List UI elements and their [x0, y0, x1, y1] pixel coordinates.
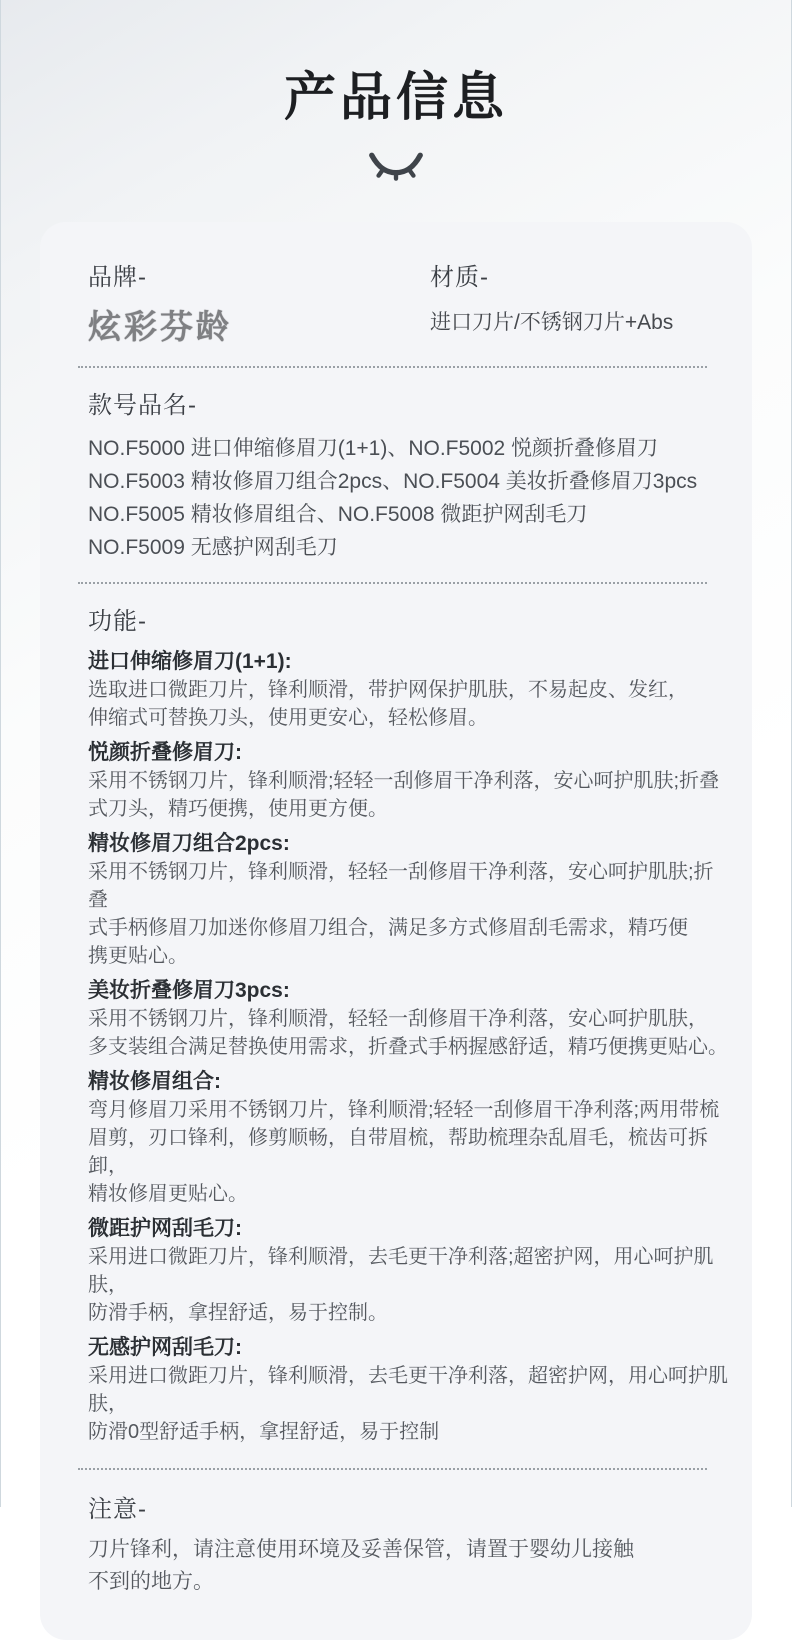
- page-title: 产品信息: [283, 69, 508, 127]
- feature-desc-line: 多支装组合满足替换使用需求，折叠式手柄握感舒适，精巧便携更贴心。: [88, 1036, 728, 1058]
- feature-desc-line: 防滑0型舒适手柄，拿捏舒适，易于控制: [88, 1421, 440, 1443]
- feature-desc-line: 采用不锈钢刀片，锋利顺滑，轻轻一刮修眉干净利落，安心呵护肌肤，: [88, 1008, 708, 1030]
- product-info-card: [40, 222, 752, 1640]
- notice-line: 刀片锋利，请注意使用环境及妥善保管，请置于婴幼儿接触: [88, 1538, 634, 1561]
- notice-label: 注意-: [88, 1496, 147, 1523]
- model-line: NO.F5000 进口伸缩修眉刀(1+1)、NO.F5002 悦颜折叠修眉刀: [88, 437, 659, 460]
- notice-text: [88, 1534, 728, 1598]
- feature-desc-line: 采用不锈钢刀片，锋利顺滑;轻轻一刮修眉干净利落，安心呵护肌肤;折叠: [88, 770, 720, 792]
- material-value: 进口刀片/不锈钢刀片+Abs: [430, 311, 674, 334]
- feature-title: 精妆修眉刀组合2pcs:: [88, 832, 290, 855]
- notice-line: 不到的地方。: [88, 1570, 214, 1593]
- brand-material-row: [88, 264, 728, 348]
- feature-desc-line: 式手柄修眉刀加迷你修眉刀组合，满足多方式修眉刮毛需求，精巧便: [88, 917, 688, 939]
- feature-title: 美妆折叠修眉刀3pcs:: [88, 979, 290, 1002]
- features-label: 功能-: [88, 608, 147, 635]
- material-label: 材质-: [430, 264, 489, 291]
- feature-title: 微距护网刮毛刀:: [88, 1217, 242, 1240]
- model-line: NO.F5009 无感护网刮毛刀: [88, 536, 338, 559]
- model-list: [88, 432, 728, 564]
- material-block: [430, 264, 728, 348]
- feature-item: [88, 739, 728, 823]
- dotted-divider: [78, 366, 707, 368]
- model-line: NO.F5005 精妆修眉组合、NO.F5008 微距护网刮毛刀: [88, 503, 588, 526]
- feature-desc-line: 弯月修眉刀采用不锈钢刀片，锋利顺滑;轻轻一刮修眉干净利落;两用带梳: [88, 1099, 720, 1121]
- model-line: NO.F5003 精妆修眉刀组合2pcs、NO.F5004 美妆折叠修眉刀3pcs: [88, 470, 698, 493]
- feature-item: [88, 648, 728, 732]
- models-label: 款号品名-: [88, 392, 197, 419]
- feature-desc-line: 携更贴心。: [88, 945, 188, 967]
- feature-item: [88, 830, 728, 970]
- feature-desc-line: 采用不锈钢刀片，锋利顺滑，轻轻一刮修眉干净利落，安心呵护肌肤;折叠: [88, 861, 714, 911]
- feature-desc-line: 采用进口微距刀片，锋利顺滑，去毛更干净利落;超密护网，用心呵护肌肤，: [88, 1246, 714, 1296]
- feature-desc-line: 采用进口微距刀片，锋利顺滑，去毛更干净利落，超密护网，用心呵护肌肤，: [88, 1365, 728, 1415]
- feature-title: 无感护网刮毛刀:: [88, 1336, 242, 1359]
- feature-desc-line: 选取进口微距刀片，锋利顺滑，带护网保护肌肤，不易起皮、发红，: [88, 679, 688, 701]
- feature-desc-line: 精妆修眉更贴心。: [88, 1183, 248, 1205]
- feature-item: [88, 1215, 728, 1327]
- feature-desc-line: 伸缩式可替换刀头，使用更安心，轻松修眉。: [88, 707, 488, 729]
- feature-title: 精妆修眉组合:: [88, 1070, 221, 1093]
- feature-desc-line: 眉剪，刃口锋利，修剪顺畅，自带眉梳，帮助梳理杂乱眉毛，梳齿可拆卸，: [88, 1127, 708, 1177]
- feature-title: 悦颜折叠修眉刀:: [88, 741, 242, 764]
- brand-block: [88, 264, 430, 348]
- closed-eye-lash-icon: [1, 148, 791, 180]
- brand-value: 炫彩芬龄: [88, 308, 232, 345]
- brand-label: 品牌-: [88, 264, 147, 291]
- page-header: [1, 0, 791, 180]
- feature-desc-line: 式刀头，精巧便携，使用更方便。: [88, 798, 388, 820]
- feature-title: 进口伸缩修眉刀(1+1):: [88, 650, 292, 673]
- dotted-divider: [78, 1468, 707, 1470]
- feature-item: [88, 977, 728, 1061]
- dotted-divider: [78, 582, 707, 584]
- feature-item: [88, 1068, 728, 1208]
- feature-desc-line: 防滑手柄，拿捏舒适，易于控制。: [88, 1302, 388, 1324]
- feature-item: [88, 1334, 728, 1446]
